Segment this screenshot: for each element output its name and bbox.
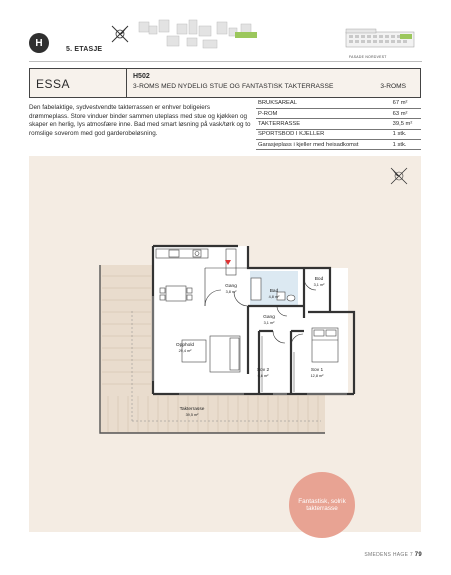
room-name: Bod [314,277,324,282]
room-label-gang [219,284,243,295]
spec-value: 1 stk. [383,140,421,150]
spec-table [256,98,421,150]
site-plan-icon [137,18,265,50]
room-area: 3,8 m² [225,289,237,294]
spec-value: 63 m² [383,108,421,118]
room-area: 29,4 m² [178,348,192,353]
spec-row [256,140,421,150]
room-name: Opphold [175,343,195,348]
terrace-callout-badge: Fantastisk, solrik takterrasse [289,472,355,538]
room-area: 4,8 m² [268,294,280,299]
room-label-bad [262,289,286,300]
room-label-opphold [170,343,200,354]
floor-plan [29,156,421,532]
room-area: 39,5 m² [185,412,199,417]
page-number: 79 [414,552,422,558]
page-footer [364,552,422,558]
room-label-takterrasse [172,407,212,418]
facade-label: FASADE NORDVEST [349,55,387,59]
room-name: Gang [263,315,275,320]
floor-plan-area [29,156,421,532]
room-label-bod [307,277,331,288]
floor-label: 5. ETASJE [66,46,103,53]
room-area: 6,6 m² [257,373,269,378]
header-rule [29,61,422,62]
spec-value: 1 stk. [383,129,421,139]
compass-plan-icon [391,168,407,184]
site-highlight [235,32,257,38]
unit-code: H502 [133,73,150,80]
unit-headline: 3-ROMS MED NYDELIG STUE OG FANTASTISK TAKTERRASSE [133,83,334,90]
room-label-sov-2 [251,368,275,379]
bedroom-bed [312,328,338,362]
description-text: Den fabelaktige, sydvestvendte takterrassen er enhver boligeiers drømmeplass. Store vinduer binder sammen uteplass med stue og kjøkken og skaper en herlig, lys atmosfære inne. Bad med smart løsning på vask/tørk og to romslige soverom med god garderobeløsning. [29,104,251,137]
title-divider [126,69,127,97]
spec-label: SPORTSBOD I KJELLER [256,129,383,139]
room-area: 3,1 m² [313,282,325,287]
room-name: Sov 1 [310,368,324,373]
room-area: 3,1 m² [263,320,275,325]
spec-label: TAKTERRASSE [256,119,383,129]
title-box [29,68,421,98]
spec-row [256,129,421,139]
room-name: Sov 2 [256,368,270,373]
room-name: Takterrasse [179,407,205,412]
apartment-type-name: ESSA [36,77,71,91]
rooms-label: 3-ROMS [380,83,406,90]
spec-label: BRUKSAREAL [256,98,383,108]
room-label-sov-1 [305,368,329,379]
facade-icon [344,26,416,48]
compass-small-icon [109,23,131,45]
room-label-gang-2 [257,315,281,326]
room-name: Bad [269,289,279,294]
room-area: 12,8 m² [310,373,324,378]
spec-value: 67 m² [383,98,421,108]
footer-text: SMEDENS HAGE 7 [364,552,414,558]
spec-value: 39,5 m² [383,119,421,129]
spec-row [256,108,421,118]
spec-row [256,98,421,108]
spec-label: Garasjeplass i kjeller med heisadkomst [256,140,383,150]
room-name: Gang [225,284,237,289]
spec-label: P-ROM [256,108,383,118]
spec-row [256,119,421,129]
floor-badge: H [29,33,49,53]
